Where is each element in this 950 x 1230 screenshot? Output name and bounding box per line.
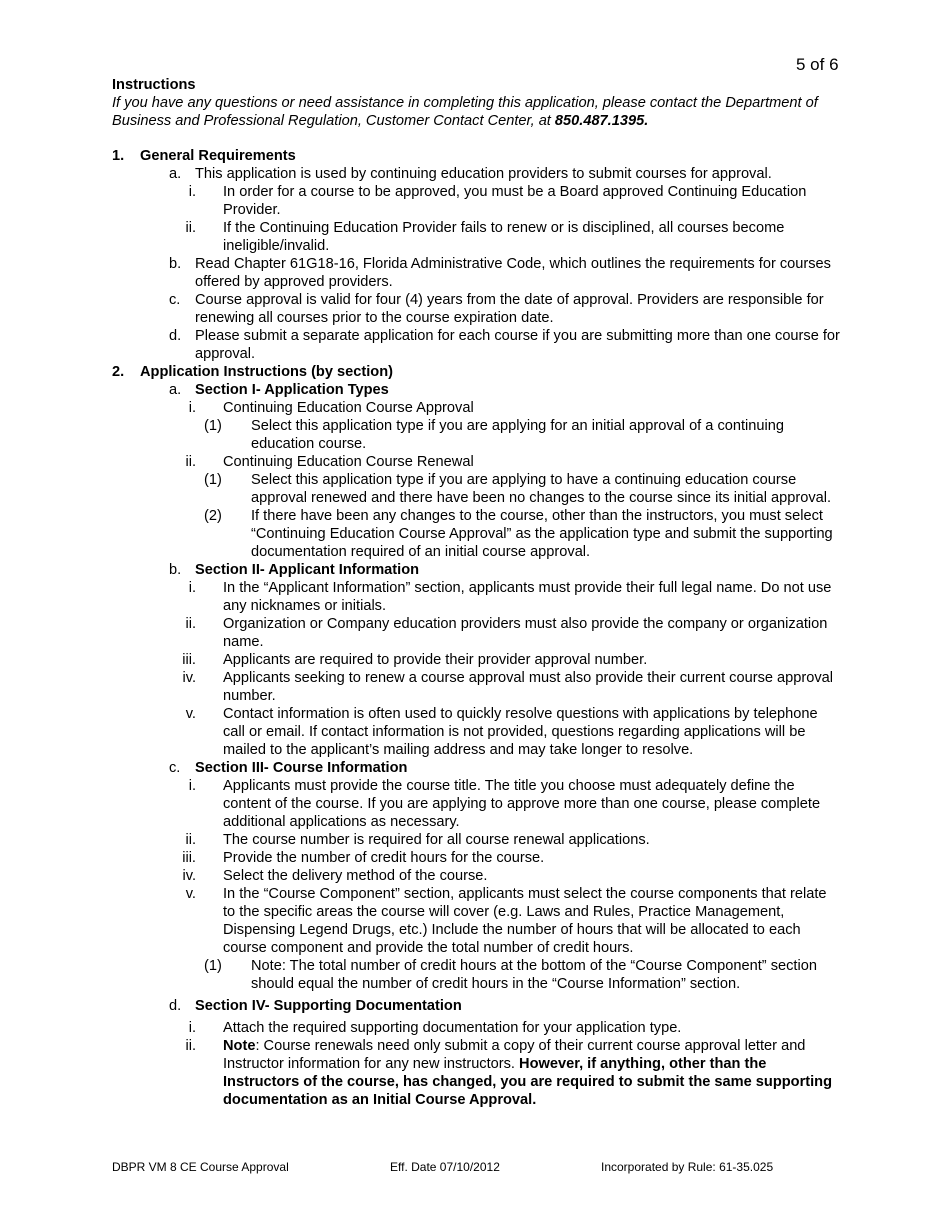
footer-form-name: DBPR VM 8 CE Course Approval xyxy=(112,1160,289,1174)
list-item-text: Contact information is often used to quickly resolve questions with applications by telephone call or email. If contact information is not provided, questions regarding applications will be mailed to the applicant’s mailing address and may take longer to resolve. xyxy=(223,706,818,758)
list-item xyxy=(112,651,842,669)
list-item-text: Continuing Education Course Approval xyxy=(223,400,474,416)
list-item xyxy=(112,1037,842,1109)
list-item xyxy=(112,777,842,831)
footer-rule: Incorporated by Rule: 61-35.025 xyxy=(601,1160,774,1174)
list-marker: (2) xyxy=(204,508,222,524)
list-marker: i. xyxy=(188,184,196,200)
list-item-text xyxy=(223,1038,832,1108)
list-item xyxy=(112,849,842,867)
list-item xyxy=(112,399,842,417)
footer-effective-date: Eff. Date 07/10/2012 xyxy=(390,1160,500,1174)
list-item-text: In the “Course Component” section, applicants must select the course components that relate to the specific areas the course will cover (e.g. Laws and Rules, Practice Management, Dispensing Legend Drugs, etc.) Include the number of hours that will be allocated to each course component and provide the total number of credit hours. xyxy=(223,886,827,956)
list-item xyxy=(112,291,842,327)
list-marker: a. xyxy=(169,382,182,398)
note-label: Note xyxy=(223,1038,256,1054)
list-item xyxy=(112,1019,842,1037)
list-item-text: Provide the number of credit hours for the course. xyxy=(223,850,545,866)
list-marker: (1) xyxy=(204,472,222,488)
list-item-text: Organization or Company education providers must also provide the company or organization name. xyxy=(223,616,828,650)
list-item xyxy=(112,183,842,219)
list-marker: (1) xyxy=(204,418,222,434)
list-marker: b. xyxy=(169,562,182,578)
list-item xyxy=(112,957,842,993)
section-title: Application Instructions (by section) xyxy=(140,364,393,380)
list-marker: ii. xyxy=(185,454,196,470)
list-marker: iv. xyxy=(182,670,196,686)
subsection-heading xyxy=(112,759,842,777)
list-item-text: In the “Applicant Information” section, applicants must provide their full legal name. Do not use any nicknames or initials. xyxy=(223,580,832,614)
subsection-title: Section II- Applicant Information xyxy=(195,562,420,578)
list-marker: i. xyxy=(188,580,196,596)
list-item-text: The course number is required for all course renewal applications. xyxy=(223,832,650,848)
list-item-text: If there have been any changes to the course, other than the instructors, you must select “Continuing Education Course Approval” as the application type and submit the supporting documentation required of an initial course approval. xyxy=(251,508,833,560)
list-marker: c. xyxy=(169,292,181,308)
list-marker: i. xyxy=(188,400,196,416)
list-item-text: Applicants are required to provide their provider approval number. xyxy=(223,652,648,668)
list-marker: iii. xyxy=(182,652,196,668)
section-2-heading xyxy=(112,363,842,381)
list-item-text: Applicants must provide the course title. The title you choose must adequately define the content of the course. If you are applying to approve more than one course, please complete additional applications as necessary. xyxy=(223,778,821,830)
list-item-text: If the Continuing Education Provider fails to renew or is disciplined, all courses become ineligible/invalid. xyxy=(223,220,785,254)
list-item-text: Select this application type if you are applying to have a continuing education course approval renewed and there have been no changes to the course since its initial approval. xyxy=(251,472,832,506)
list-item xyxy=(112,615,842,651)
list-item xyxy=(112,165,842,183)
list-item xyxy=(112,219,842,255)
list-item-text: In order for a course to be approved, you must be a Board approved Continuing Education Provider. xyxy=(223,184,807,218)
list-item xyxy=(112,885,842,957)
list-marker: iv. xyxy=(182,868,196,884)
instructions-body xyxy=(112,147,842,1109)
list-item-text: Attach the required supporting documentation for your application type. xyxy=(223,1020,682,1036)
subsection-heading xyxy=(112,561,842,579)
list-marker: 2. xyxy=(112,364,125,380)
list-item-text: Course approval is valid for four (4) years from the date of approval. Providers are responsible for renewing all courses prior to the course expiration date. xyxy=(195,292,824,326)
list-marker: b. xyxy=(169,256,182,272)
list-item xyxy=(112,453,842,471)
list-marker: ii. xyxy=(185,1038,196,1054)
list-marker: iii. xyxy=(182,850,196,866)
subsection-title: Section I- Application Types xyxy=(195,382,389,398)
note-bold-text: However, if anything, other than the Instructors of the course, has changed, you are required to submit the same supporting documentation as an Initial Course Approval. xyxy=(223,1056,832,1108)
list-item xyxy=(112,579,842,615)
list-item-text: Please submit a separate application for each course if you are submitting more than one course for approval. xyxy=(195,328,840,362)
list-marker: v. xyxy=(185,706,196,722)
intro-phone: 850.487.1395. xyxy=(554,113,649,129)
list-item-text: Select the delivery method of the course. xyxy=(223,868,488,884)
list-item xyxy=(112,417,842,453)
subsection-heading xyxy=(112,997,842,1015)
section-title: General Requirements xyxy=(140,148,296,164)
list-marker: (1) xyxy=(204,958,222,974)
subsection-heading xyxy=(112,381,842,399)
list-item-text: Applicants seeking to renew a course approval must also provide their current course approval number. xyxy=(223,670,834,704)
subsection-title: Section III- Course Information xyxy=(195,760,408,776)
list-marker: ii. xyxy=(185,616,196,632)
list-item-text: Continuing Education Course Renewal xyxy=(223,454,474,470)
list-item xyxy=(112,255,842,291)
intro-text: If you have any questions or need assistance in completing this application, please contact the Department of Business and Professional Regulation, Customer Contact Center, at xyxy=(112,95,818,129)
list-item-text: Note: The total number of credit hours at the bottom of the “Course Component” section should equal the number of credit hours in the “Course Information” section. xyxy=(251,958,817,992)
list-item-text: Read Chapter 61G18-16, Florida Administrative Code, which outlines the requirements for courses offered by approved providers. xyxy=(195,256,831,290)
list-marker: 1. xyxy=(112,148,125,164)
list-item xyxy=(112,867,842,885)
list-marker: d. xyxy=(169,328,182,344)
list-item-text: This application is used by continuing education providers to submit courses for approval. xyxy=(195,166,772,182)
intro-paragraph xyxy=(112,94,852,130)
list-marker: i. xyxy=(188,778,196,794)
list-item xyxy=(112,327,842,363)
section-1-heading xyxy=(112,147,842,165)
list-item xyxy=(112,507,842,561)
list-marker: v. xyxy=(185,886,196,902)
subsection-title: Section IV- Supporting Documentation xyxy=(195,998,462,1014)
list-item-text: Select this application type if you are applying for an initial approval of a continuing education course. xyxy=(251,418,784,452)
instructions-heading: Instructions xyxy=(112,77,196,93)
list-item xyxy=(112,831,842,849)
list-marker: ii. xyxy=(185,220,196,236)
list-item xyxy=(112,669,842,705)
list-marker: a. xyxy=(169,166,182,182)
list-item xyxy=(112,705,842,759)
list-marker: c. xyxy=(169,760,181,776)
note-text: : Course renewals need only submit a copy of their current course approval letter and Instructor information for any new instructors. xyxy=(223,1038,806,1072)
list-marker: d. xyxy=(169,998,182,1014)
list-item xyxy=(112,471,842,507)
page-number: 5 of 6 xyxy=(796,55,839,74)
list-marker: i. xyxy=(188,1020,196,1036)
list-marker: ii. xyxy=(185,832,196,848)
